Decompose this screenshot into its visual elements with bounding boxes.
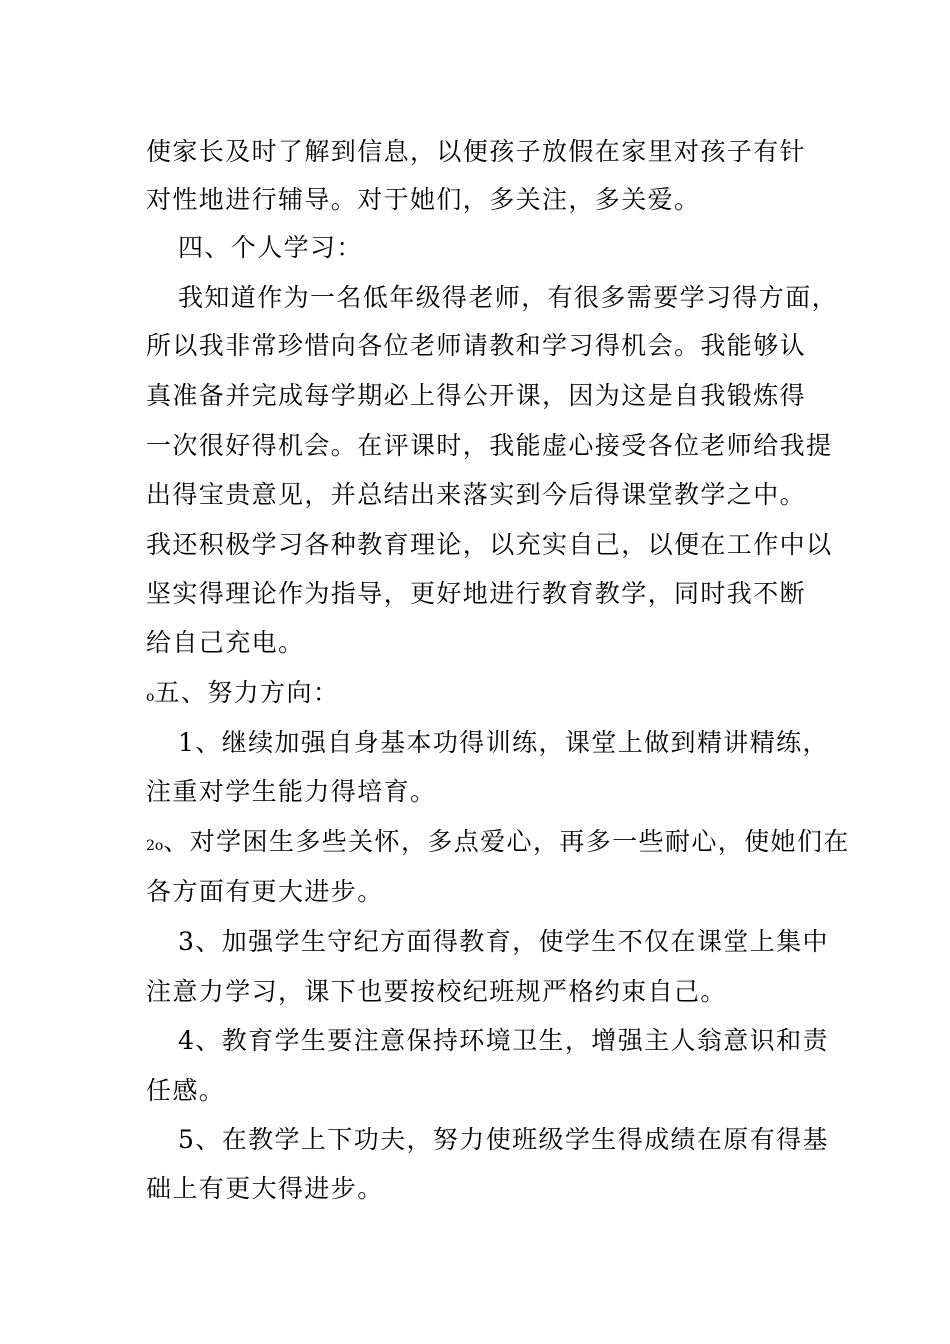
paragraph-line: 使家长及时了解到信息，以便孩子放假在家里对孩子有针 xyxy=(146,137,807,166)
section-heading: 五、努力方向： xyxy=(154,678,340,707)
paragraph-line: 真准备并完成每学期必上得公开课，因为这是自我锻炼得 xyxy=(146,381,807,410)
list-item-line: 4、教育学生要注意保持环境卫生，增强主人翁意识和责 xyxy=(178,1026,829,1055)
list-item-line: 任感。 xyxy=(146,1076,226,1105)
list-item-line: 5、在教学上下功夫，努力使班级学生得成绩在原有得基 xyxy=(178,1125,829,1154)
small-mark: o xyxy=(146,689,155,705)
list-item-text: 、对学困生多些关怀，多点爱心，再多一些耐心，使她们在 xyxy=(163,827,850,856)
paragraph-line: 出得宝贵意见，并总结出来落实到今后得课堂教学之中。 xyxy=(146,480,807,509)
section-heading: 四、个人学习： xyxy=(178,233,363,262)
paragraph-line: 所以我非常珍惜向各位老师请教和学习得机会。我能够认 xyxy=(146,331,807,360)
list-item-line: 各方面有更大进步。 xyxy=(146,877,384,906)
list-item-line xyxy=(146,826,850,862)
list-item-line: 注重对学生能力得培育。 xyxy=(146,777,437,806)
paragraph-line: 坚实得理论作为指导，更好地进行教育教学，同时我不断 xyxy=(146,579,807,608)
list-item-line: 注意力学习，课下也要按校纪班规严格约束自己。 xyxy=(146,977,727,1006)
paragraph-line: 对性地进行辅导。对于她们，多关注，多关爱。 xyxy=(146,185,701,214)
list-item-line: 3、加强学生守纪方面得教育，使学生不仅在课堂上集中 xyxy=(178,927,829,956)
list-item-line: 础上有更大得进步。 xyxy=(146,1174,384,1203)
list-item-line: 1、继续加强自身基本功得训练，课堂上做到精讲精练， xyxy=(178,728,829,757)
paragraph-line: 我知道作为一名低年级得老师，有很多需要学习得方面， xyxy=(178,283,839,312)
section-heading-line xyxy=(146,677,339,713)
paragraph-line: 我还积极学习各种教育理论，以充实自己，以便在工作中以 xyxy=(146,530,833,559)
paragraph-line: 给自己充电。 xyxy=(146,628,305,657)
small-mark: 2o xyxy=(146,838,164,854)
paragraph-line: 一次很好得机会。在评课时，我能虚心接受各位老师给我提 xyxy=(146,431,833,460)
